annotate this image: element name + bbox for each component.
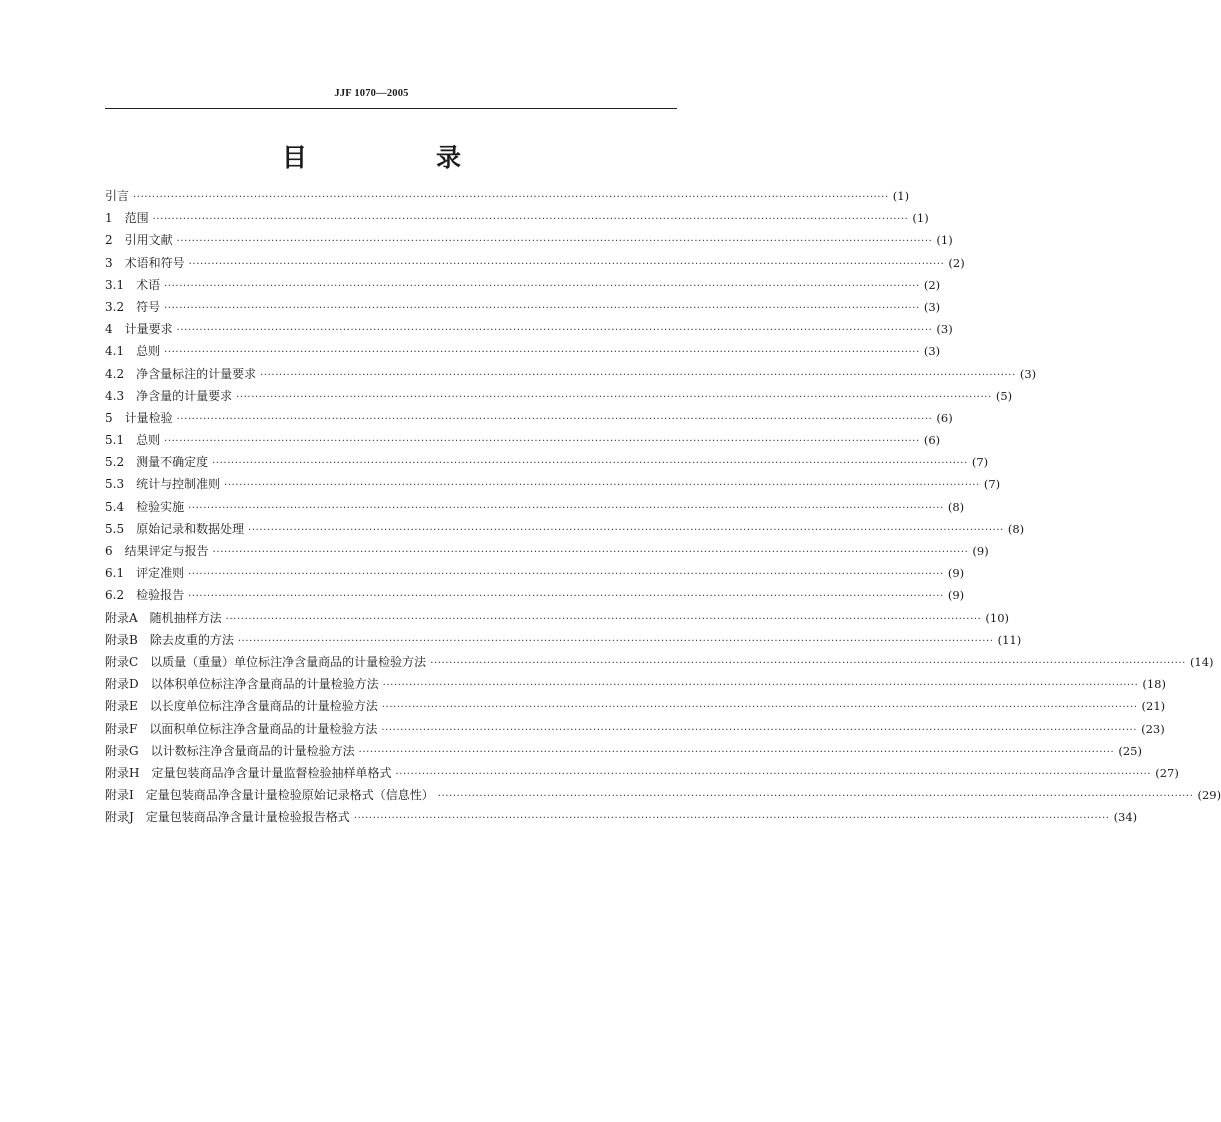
toc-dot-leader: ········································································································································································································ <box>358 746 1115 758</box>
toc-entry-page: (7) <box>971 455 989 470</box>
toc-dot-leader: ········································································································································································································ <box>212 547 969 558</box>
toc-entry-label: 3 术语和符号 <box>105 255 185 270</box>
toc-dot-leader: ········································································································································································································ <box>381 702 1138 714</box>
toc-entry-label: 附录A 随机抽样方法 <box>105 610 222 625</box>
toc-entry-page: (11) <box>997 632 1022 647</box>
toc-entry-label: 4.1 总则 <box>105 344 161 359</box>
toc-entry-label: 1 范围 <box>105 211 149 226</box>
toc-entry <box>105 629 1022 651</box>
toc-entry-label: 4.3 净含量的计量要求 <box>105 388 233 403</box>
toc-entry <box>105 518 1025 540</box>
toc-entry-page: (6) <box>923 433 941 448</box>
toc-entry-label: 附录C 以质量（重量）单位标注净含量商品的计量检验方法 <box>105 654 427 669</box>
toc-dot-leader: ········································································································································································································ <box>176 413 933 425</box>
toc-entry-label: 附录J 定量包装商品净含量计量检验报告格式 <box>105 810 350 825</box>
toc-entry <box>105 407 953 429</box>
toc-dot-leader: ········································································································································································································ <box>164 436 920 448</box>
toc-dot-leader: ········································································································································································································ <box>164 347 920 359</box>
document-code-header: JJF 1070—2005 <box>334 88 409 99</box>
toc-dot-leader: ········································································································································································································ <box>176 325 933 337</box>
toc-entry-label: 5.1 总则 <box>105 433 161 448</box>
header-rule <box>105 108 677 109</box>
toc-entry-page: (1) <box>936 233 953 248</box>
toc-entry-label: 5.2 测量不确定度 <box>105 455 209 470</box>
toc-entry <box>105 340 941 362</box>
toc-dot-leader: ········································································································································································································ <box>236 391 992 403</box>
toc-entry-label: 附录D 以体积单位标注净含量商品的计量检验方法 <box>105 677 379 692</box>
toc-entry-page: (5) <box>995 388 1013 403</box>
toc-entry <box>105 185 910 207</box>
toc-entry <box>105 496 965 518</box>
toc-entry-page: (3) <box>1019 366 1037 381</box>
table-of-contents <box>105 185 1221 828</box>
toc-dot-leader: ········································································································································································································ <box>188 258 945 270</box>
toc-entry <box>105 584 965 606</box>
toc-entry-label: 引言 <box>105 189 130 203</box>
toc-entry <box>105 673 1166 695</box>
toc-entry-page: (2) <box>923 277 941 292</box>
toc-entry <box>105 229 953 251</box>
toc-entry-page: (8) <box>1007 521 1025 536</box>
toc-entry-label: 4.2 净含量标注的计量要求 <box>105 366 257 381</box>
toc-entry-page: (3) <box>936 322 953 337</box>
toc-dot-leader: ········································································································································································································ <box>430 657 1186 669</box>
toc-dot-leader: ········································································································································································································ <box>381 724 1138 736</box>
toc-entry-label: 5.3 统计与控制准则 <box>105 477 221 492</box>
toc-entry-label: 3.1 术语 <box>105 277 161 292</box>
toc-entry <box>105 451 989 473</box>
toc-entry <box>105 607 1010 629</box>
toc-entry-page: (9) <box>972 544 989 558</box>
toc-entry-page: (34) <box>1113 810 1138 825</box>
toc-dot-leader: ········································································································································································································ <box>164 302 920 314</box>
toc-entry <box>105 318 953 340</box>
toc-entry-page: (29) <box>1197 788 1221 803</box>
toc-entry-page: (2) <box>948 255 965 270</box>
toc-entry <box>105 207 929 229</box>
toc-dot-leader: ········································································································································································································ <box>382 680 1139 692</box>
toc-entry-label: 6 结果评定与报告 <box>105 544 209 558</box>
toc-entry <box>105 429 941 451</box>
toc-entry-page: (3) <box>923 344 941 359</box>
toc-entry-label: 2 引用文献 <box>105 233 173 248</box>
toc-entry-label: 附录F 以面积单位标注净含量商品的计量检验方法 <box>105 721 378 736</box>
toc-entry <box>105 540 989 562</box>
toc-entry <box>105 274 941 296</box>
toc-entry-page: (1) <box>912 211 929 226</box>
toc-dot-leader: ········································································································································································································ <box>164 280 920 292</box>
toc-entry-label: 5.4 检验实施 <box>105 499 185 514</box>
toc-dot-leader: ········································································································································································································ <box>188 591 944 603</box>
toc-entry-page: (25) <box>1118 743 1142 758</box>
toc-entry-label: 3.2 符号 <box>105 299 161 314</box>
toc-entry-label: 附录I 定量包装商品净含量计量检验原始记录格式（信息性） <box>105 788 434 803</box>
toc-entry-page: (8) <box>947 499 965 514</box>
toc-dot-leader: ········································································································································································································ <box>188 502 944 514</box>
toc-entry <box>105 806 1138 828</box>
toc-entry-page: (10) <box>985 610 1010 625</box>
toc-entry <box>105 252 965 274</box>
toc-dot-leader: ········································································································································································································ <box>248 524 1004 536</box>
toc-entry <box>105 296 941 318</box>
toc-entry-page: (18) <box>1142 677 1166 692</box>
toc-entry <box>105 784 1221 806</box>
toc-entry <box>105 762 1179 784</box>
toc-entry-label: 附录B 除去皮重的方法 <box>105 632 234 647</box>
toc-dot-leader: ········································································································································································································ <box>225 613 982 625</box>
toc-entry-page: (7) <box>983 477 1001 492</box>
toc-dot-leader: ········································································································································································································ <box>224 480 980 492</box>
toc-entry-page: (1) <box>892 189 910 203</box>
toc-entry-page: (9) <box>947 566 965 581</box>
toc-entry-label: 附录H 定量包装商品净含量计量监督检验抽样单格式 <box>105 765 392 780</box>
toc-entry <box>105 718 1165 740</box>
toc-entry-label: 6.2 检验报告 <box>105 588 185 603</box>
toc-dot-leader: ········································································································································································································ <box>188 569 944 581</box>
toc-dot-leader: ········································································································································································································ <box>133 192 889 203</box>
toc-dot-leader: ········································································································································································································ <box>437 791 1194 803</box>
toc-entry-label: 5 计量检验 <box>105 410 173 425</box>
toc-dot-leader: ········································································································································································································ <box>395 768 1152 780</box>
toc-entry <box>105 473 1001 495</box>
toc-entry-label: 5.5 原始记录和数据处理 <box>105 521 245 536</box>
toc-dot-leader: ········································································································································································································ <box>152 214 909 226</box>
toc-entry-page: (6) <box>936 410 953 425</box>
toc-entry <box>105 562 965 584</box>
toc-entry-page: (23) <box>1141 721 1165 736</box>
toc-entry-page: (14) <box>1189 654 1214 669</box>
toc-entry-page: (3) <box>923 299 941 314</box>
toc-entry <box>105 385 1013 407</box>
toc-entry-page: (27) <box>1155 765 1179 780</box>
toc-entry <box>105 695 1166 717</box>
toc-dot-leader: ········································································································································································································ <box>237 635 994 647</box>
toc-dot-leader: ········································································································································································································ <box>176 236 933 248</box>
toc-entry <box>105 651 1214 673</box>
page-title: 目 录 <box>281 143 513 172</box>
toc-dot-leader: ········································································································································································································ <box>212 458 968 470</box>
toc-entry <box>105 363 1037 385</box>
toc-dot-leader: ········································································································································································································ <box>353 813 1110 825</box>
toc-entry-label: 6.1 评定准则 <box>105 566 185 581</box>
toc-entry <box>105 740 1142 762</box>
toc-entry-page: (9) <box>947 588 965 603</box>
toc-dot-leader: ········································································································································································································ <box>260 369 1016 381</box>
toc-entry-label: 附录E 以长度单位标注净含量商品的计量检验方法 <box>105 699 378 714</box>
toc-entry-page: (21) <box>1141 699 1166 714</box>
toc-entry-label: 4 计量要求 <box>105 322 173 337</box>
toc-entry-label: 附录G 以计数标注净含量商品的计量检验方法 <box>105 743 355 758</box>
